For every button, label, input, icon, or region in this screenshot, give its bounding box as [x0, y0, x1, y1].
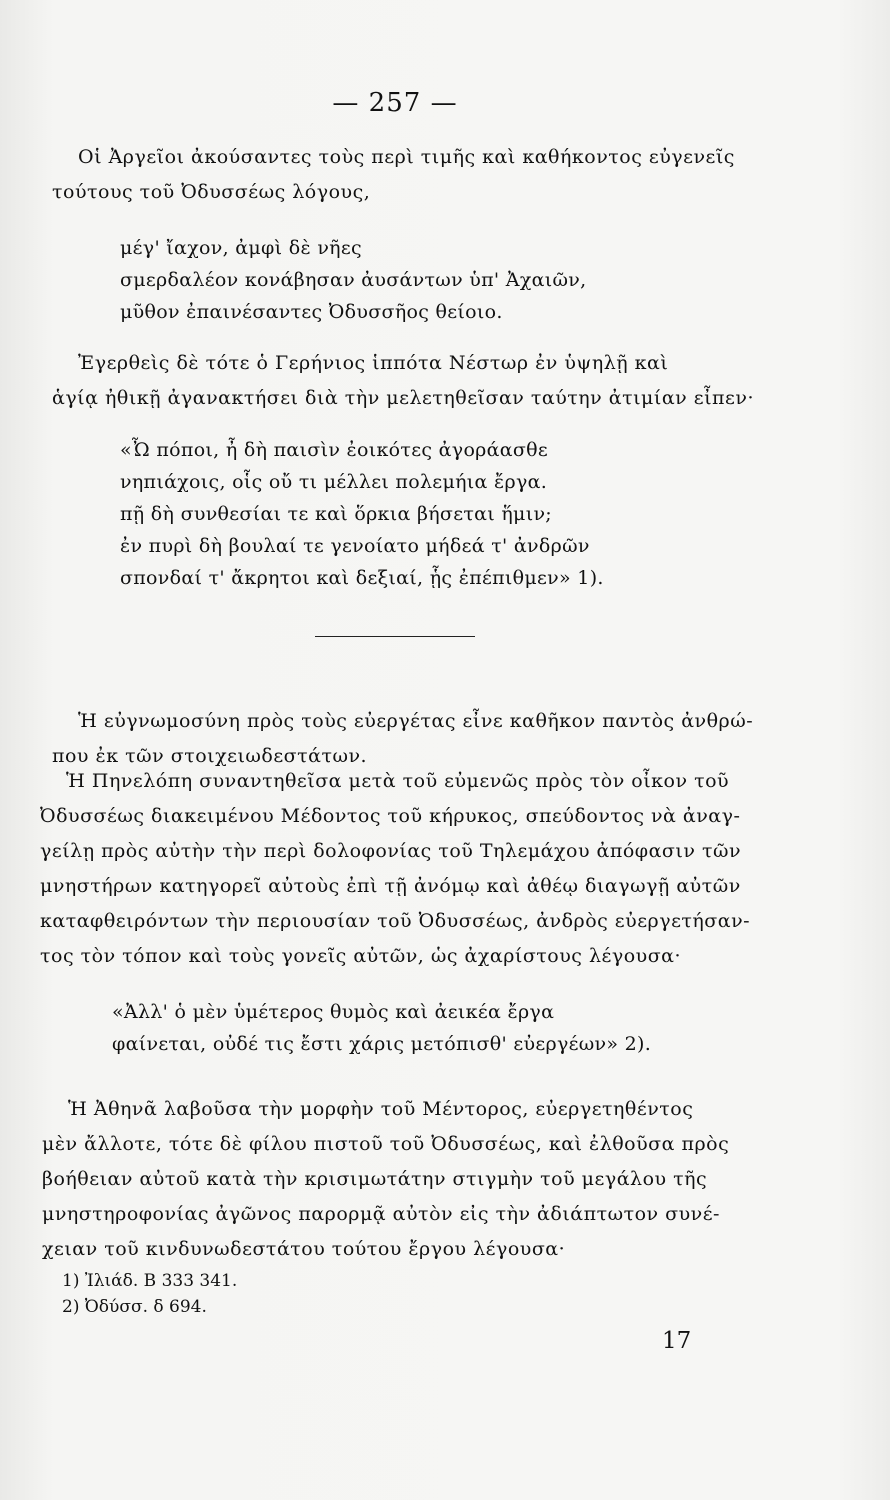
- text-line: τος τὸν τόπον καὶ τοὺς γονεῖς αὐτῶν, ὡς ἀχαρίστους λέγουσα·: [40, 945, 682, 967]
- verse-line: σπονδαί τ' ἄκρητοι καὶ δεξιαί, ᾗς ἐπέπιθμεν» 1).: [120, 567, 604, 589]
- page-header: — 257 —: [332, 88, 458, 118]
- signature-mark: 17: [662, 1328, 692, 1354]
- text-line: Ἡ εὐγνωμοσύνη πρὸς τοὺς εὐεργέτας εἶνε καθῆκον παντὸς ἀνθρώ-: [78, 710, 754, 732]
- paragraph-nestor: [52, 346, 764, 416]
- text-line: ἁγίᾳ ἠθικῇ ἀγανακτήσει διὰ τὴν μελετηθεῖσαν ταύτην ἀτιμίαν εἶπεν·: [52, 387, 754, 409]
- quote-verse-iliad-1: [120, 232, 587, 328]
- text-line: χειαν τοῦ κινδυνωδεστάτου τούτου ἔργου λέγουσα·: [42, 1238, 566, 1260]
- paragraph-argives: [52, 140, 762, 210]
- paragraph-athena: [42, 1092, 764, 1267]
- text-line: μὲν ἄλλοτε, τότε δὲ φίλου πιστοῦ τοῦ Ὀδυσσέως, καὶ ἐλθοῦσα πρὸς: [42, 1133, 730, 1155]
- text-line: Ὀδυσσέως διακειμένου Μέδοντος τοῦ κήρυκος, σπεύδοντος νὰ ἀναγ-: [40, 805, 741, 827]
- paragraph-penelope: [40, 764, 764, 974]
- text-line: καταφθειρόντων τὴν περιουσίαν τοῦ Ὀδυσσέως, ἀνδρὸς εὐεργετήσαν-: [40, 910, 751, 932]
- quote-verse-odyssey: [112, 996, 651, 1060]
- footnote: 2) Ὀδύσσ. δ 694.: [62, 1297, 207, 1317]
- text-line: γείλῃ πρὸς αὐτὴν τὴν περὶ δολοφονίας τοῦ Τηλεμάχου ἀπόφασιν τῶν: [40, 840, 741, 862]
- text-line: μνηστήρων κατηγορεῖ αὐτοὺς ἐπὶ τῇ ἀνόμῳ καὶ ἀθέῳ διαγωγῇ αὐτῶν: [40, 875, 741, 897]
- verse-line: «Ὦ πόποι, ἦ δὴ παισὶν ἐοικότες ἀγοράασθε: [120, 439, 549, 461]
- verse-line: φαίνεται, οὐδέ τις ἔστι χάρις μετόπισθ' εὐεργέων» 2).: [112, 1033, 652, 1055]
- text-line: Ἡ Ἀθηνᾶ λαβοῦσα τὴν μορφὴν τοῦ Μέντορος, εὐεργετηθέντος: [68, 1098, 694, 1120]
- text-line: τούτους τοῦ Ὀδυσσέως λόγους,: [52, 181, 371, 203]
- verse-line: ἐν πυρὶ δὴ βουλαί τε γενοίατο μήδεά τ' ἀνδρῶν: [120, 535, 590, 557]
- text-line: μνηστηροφονίας ἀγῶνος παρορμᾷ αὐτὸν εἰς τὴν ἀδιάπτωτον συνέ-: [42, 1203, 720, 1225]
- verse-line: νηπιάχοις, οἷς οὔ τι μέλλει πολεμήια ἔργα.: [120, 471, 548, 493]
- verse-line: σμερδαλέον κονάβησαν ἀυσάντων ὑπ' Ἀχαιῶν,: [120, 269, 587, 291]
- text-line: βοήθειαν αὐτοῦ κατὰ τὴν κρισιμωτάτην στιγμὴν τοῦ μεγάλου τῆς: [42, 1168, 708, 1190]
- text-line: Οἱ Ἀργεῖοι ἀκούσαντες τοὺς περὶ τιμῆς καὶ καθήκοντος εὐγενεῖς: [78, 146, 735, 168]
- footnotes: [62, 1268, 237, 1320]
- verse-line: μέγ' ἴαχον, ἀμφὶ δὲ νῆες: [120, 237, 362, 259]
- verse-line: πῇ δὴ συνθεσίαι τε καὶ ὅρκια βήσεται ἥμιν;: [120, 503, 553, 525]
- text-line: Ἐγερθεὶς δὲ τότε ὁ Γερήνιος ἱππότα Νέστωρ ἐν ὑψηλῇ καὶ: [78, 352, 669, 374]
- section-divider: [315, 636, 475, 637]
- verse-line: μῦθον ἐπαινέσαντες Ὀδυσσῆος θείοιο.: [120, 301, 503, 323]
- verse-line: «Ἀλλ' ὁ μὲν ὑμέτερος θυμὸς καὶ ἀεικέα ἔργα: [112, 1001, 555, 1023]
- footnote: 1) Ἰλιάδ. Β 333 341.: [62, 1271, 238, 1291]
- text-line: που ἐκ τῶν στοιχειωδεστάτων.: [52, 745, 368, 767]
- text-line: Ἡ Πηνελόπη συναντηθεῖσα μετὰ τοῦ εὐμενῶς πρὸς τὸν οἶκον τοῦ: [66, 770, 730, 792]
- quote-verse-iliad-2: [120, 434, 604, 594]
